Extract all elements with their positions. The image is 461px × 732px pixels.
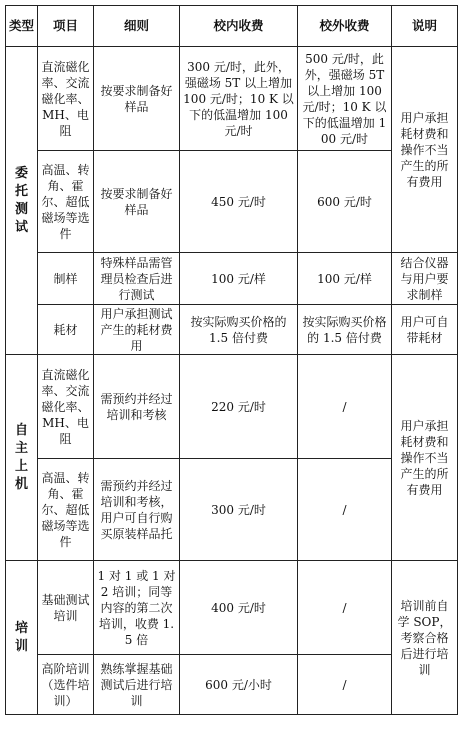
internal-fee-cell: 100 元/样 <box>180 253 298 305</box>
external-fee-cell: 按实际购买价格的 1.5 倍付费 <box>298 305 392 355</box>
item-cell: 制样 <box>38 253 94 305</box>
note-cell: 用户可自带耗材 <box>392 305 458 355</box>
header-internal-fee: 校内收费 <box>180 6 298 47</box>
section-type-label: 培训 <box>14 620 28 654</box>
header-note: 说明 <box>392 6 458 47</box>
detail-cell: 熟练掌握基础测试后进行培训 <box>94 655 180 715</box>
table-row <box>6 305 458 355</box>
detail-cell: 特殊样品需管理员检查后进行测试 <box>94 253 180 305</box>
item-cell: 基础测试培训 <box>38 561 94 655</box>
internal-fee-cell: 300 元/时，此外，强磁场 5T 以上增加 100 元/时；10 K 以下的低温增加 100 元/时 <box>180 47 298 151</box>
internal-fee-cell: 300 元/时 <box>180 459 298 561</box>
detail-cell: 1 对 1 或 1 对 2 培训；同等内容的第二次培训，收费 1.5 倍 <box>94 561 180 655</box>
note-cell: 培训前自学 SOP，考察合格后进行培训 <box>392 561 458 715</box>
table-row <box>6 655 458 715</box>
table-row <box>6 355 458 459</box>
table-row <box>6 253 458 305</box>
item-cell: 高温、转角、霍尔、超低磁场等选件 <box>38 459 94 561</box>
external-fee-cell: / <box>298 655 392 715</box>
section-type-label: 委托测试 <box>14 165 28 235</box>
external-fee-cell: / <box>298 561 392 655</box>
header-item: 项目 <box>38 6 94 47</box>
header-detail: 细则 <box>94 6 180 47</box>
table-row <box>6 459 458 561</box>
external-fee-cell: 600 元/时 <box>298 151 392 253</box>
detail-cell: 按要求制备好样品 <box>94 47 180 151</box>
detail-cell: 需预约并经过培训和考核，用户可自行购买原装样品托 <box>94 459 180 561</box>
section-type-commissioned <box>6 47 38 355</box>
external-fee-cell: 100 元/样 <box>298 253 392 305</box>
external-fee-cell: / <box>298 459 392 561</box>
note-cell: 用户承担耗材费和操作不当产生的所有费用 <box>392 355 458 561</box>
internal-fee-cell: 450 元/时 <box>180 151 298 253</box>
internal-fee-cell: 220 元/时 <box>180 355 298 459</box>
note-cell: 用户承担耗材费和操作不当产生的所有费用 <box>392 47 458 253</box>
item-cell: 高阶培训（选件培训） <box>38 655 94 715</box>
internal-fee-cell: 400 元/时 <box>180 561 298 655</box>
note-cell: 结合仪器与用户要求制样 <box>392 253 458 305</box>
item-cell: 直流磁化率、交流磁化率、MH、电阻 <box>38 355 94 459</box>
item-cell: 直流磁化率、交流磁化率、MH、电阻 <box>38 47 94 151</box>
section-type-training <box>6 561 38 715</box>
header-external-fee: 校外收费 <box>298 6 392 47</box>
detail-cell: 需预约并经过培训和考核 <box>94 355 180 459</box>
fee-table <box>5 5 458 715</box>
internal-fee-cell: 600 元/小时 <box>180 655 298 715</box>
table-row <box>6 561 458 655</box>
item-cell: 高温、转角、霍尔、超低磁场等选件 <box>38 151 94 253</box>
header-row <box>6 6 458 47</box>
table-row <box>6 151 458 253</box>
detail-cell: 用户承担测试产生的耗材费用 <box>94 305 180 355</box>
internal-fee-cell: 按实际购买价格的 1.5 倍付费 <box>180 305 298 355</box>
table-row <box>6 47 458 151</box>
section-type-label: 自主上机 <box>14 422 28 492</box>
external-fee-cell: / <box>298 355 392 459</box>
section-type-self-operated <box>6 355 38 561</box>
external-fee-cell: 500 元/时，此外，强磁场 5T 以上增加 100 元/时；10 K 以下的低温增加 100 元/时 <box>298 47 392 151</box>
detail-cell: 按要求制备好样品 <box>94 151 180 253</box>
item-cell: 耗材 <box>38 305 94 355</box>
header-type: 类型 <box>6 6 38 47</box>
